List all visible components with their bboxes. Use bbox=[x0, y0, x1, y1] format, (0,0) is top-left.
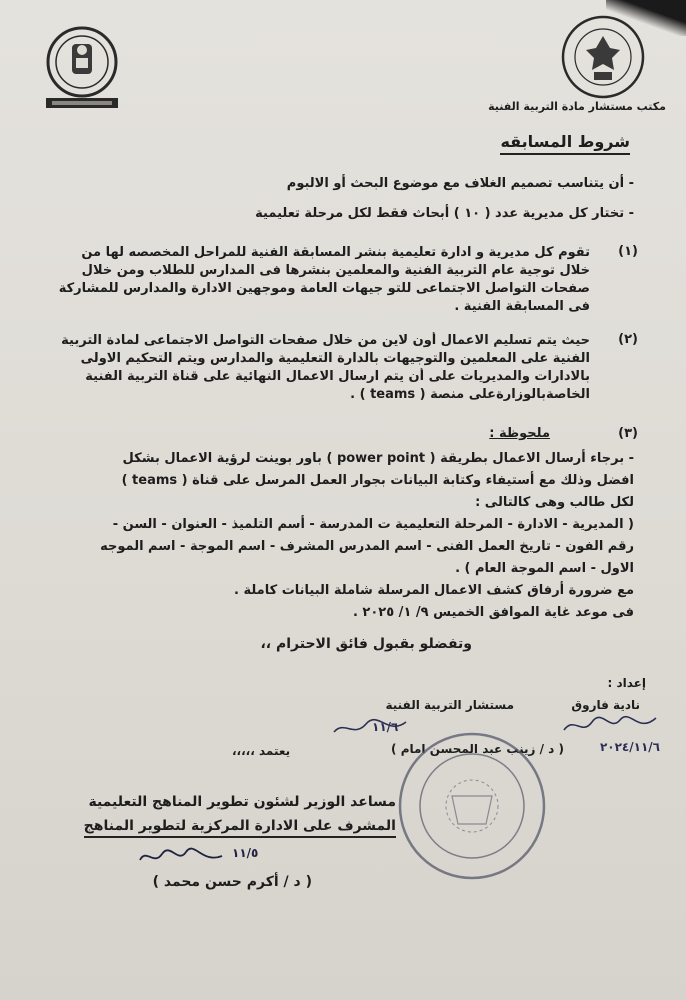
paragraph-line: تقوم كل مديرية و ادارة تعليمية بنشر المسابقة الفنية للمراحل المخصصه لها من bbox=[81, 245, 590, 260]
deputy-title-line-1: مساعد الوزير لشئون تطوير المناهج التعليمية bbox=[88, 794, 396, 810]
note-line: الاول - اسم الموجة العام ) . bbox=[455, 561, 634, 576]
closing-line: وتفضلو بقبول فائق الاحترام ،، bbox=[260, 636, 472, 652]
item-number-3: (٣) bbox=[618, 426, 638, 441]
note-line: مع ضرورة أرفاق كشف الاعمال المرسلة شاملة البيانات كاملة . bbox=[234, 583, 634, 598]
paragraph-line: الخاصةبالوزارةعلى منصة ( teams ) . bbox=[350, 387, 590, 402]
paragraph-line: صفحات التواصل الاجتماعى للتو جيهات العامة وموجهين الادارة والمدارس للمشاركة bbox=[58, 281, 590, 296]
note-line: - برجاء أرسال الاعمال بطريقة ( power point ) باور بوينت لرؤية الاعمال بشكل bbox=[122, 451, 634, 466]
note-line: ( المديرية - الادارة - المرحلة التعليمية ت المدرسة - أسم التلميذ - العنوان - السن - bbox=[112, 517, 634, 532]
item-number-2: (٢) bbox=[618, 332, 638, 347]
approve-label: يعتمد ،،،،، bbox=[232, 744, 291, 758]
paragraph-line: فى المسابقة الفنية . bbox=[454, 299, 590, 314]
preparer-date: ٢٠٢٤/١١/٦ bbox=[599, 740, 660, 754]
advisor-name: ( د / زينب عبد المحسن امام ) bbox=[391, 742, 564, 756]
official-stamp-icon bbox=[392, 726, 552, 886]
note-label: ملحوظة : bbox=[489, 426, 550, 441]
note-line: لكل طالب وهى كالتالى : bbox=[475, 495, 634, 510]
preparer-name: نادية فاروق bbox=[571, 698, 640, 712]
office-header-line: مكتب مستشار مادة التربية الفنية bbox=[488, 100, 666, 113]
paragraph-line: حيث يتم تسليم الاعمال أون لاين من خلال صفحات التواصل الاجتماعى لمادة التربية bbox=[61, 333, 590, 348]
paragraph-line: بالادارات والمديريات على أن يتم ارسال الاعمال النهائية على قناة التربية الفنية bbox=[85, 369, 590, 384]
art-education-emblem-icon bbox=[42, 24, 122, 110]
advisor-date: ١١/٦ bbox=[372, 720, 399, 734]
condition-line-2: - تختار كل مديرية عدد ( ١٠ ) أبحاث فقط لكل مرحلة تعليمية bbox=[255, 206, 634, 221]
note-paragraph bbox=[42, 448, 634, 624]
prepared-label: إعداد : bbox=[607, 676, 646, 690]
condition-line-1: - أن يتناسب تصميم الغلاف مع موضوع البحث أو الالبوم bbox=[286, 176, 634, 191]
note-line: افضل وذلك مع أستيفاء وكتابة البيانات بجوار العمل المرسل على قناة ( teams ) bbox=[121, 473, 634, 488]
paragraph-line: الفنية على المعلمين والتوجيهات بالدارة التعليمية والمدارس ويتم التحكيم الاولى bbox=[80, 351, 590, 366]
item-number-1: (١) bbox=[618, 244, 638, 259]
advisor-title: مستشار التربية الفنية bbox=[385, 698, 514, 712]
item-paragraph-2 bbox=[42, 332, 590, 404]
preparer-signature-icon bbox=[560, 712, 660, 738]
paragraph-line: خلال توجية عام التربية الفنية والمعلمين بنشرها فى المدارس للطلاب ومن خلال bbox=[81, 263, 590, 278]
deputy-title-line-2: المشرف على الادارة المركزية لتطوير المناهج bbox=[84, 818, 396, 838]
deputy-date: ١١/٥ bbox=[232, 846, 259, 860]
deputy-name: ( د / أكرم حسن محمد ) bbox=[152, 874, 312, 890]
ministry-logo-icon bbox=[560, 14, 646, 100]
deputy-signature-icon bbox=[136, 842, 226, 870]
note-line: رقم الفون - تاريخ العمل الفنى - اسم المدرس المشرف - اسم الموجة - اسم الموجه bbox=[100, 539, 634, 554]
note-line: فى موعد غاية الموافق الخميس ٩/ ١/ ٢٠٢٥ . bbox=[352, 605, 634, 620]
item-paragraph-1 bbox=[42, 244, 590, 316]
page-title: شروط المسابقه bbox=[500, 132, 630, 155]
